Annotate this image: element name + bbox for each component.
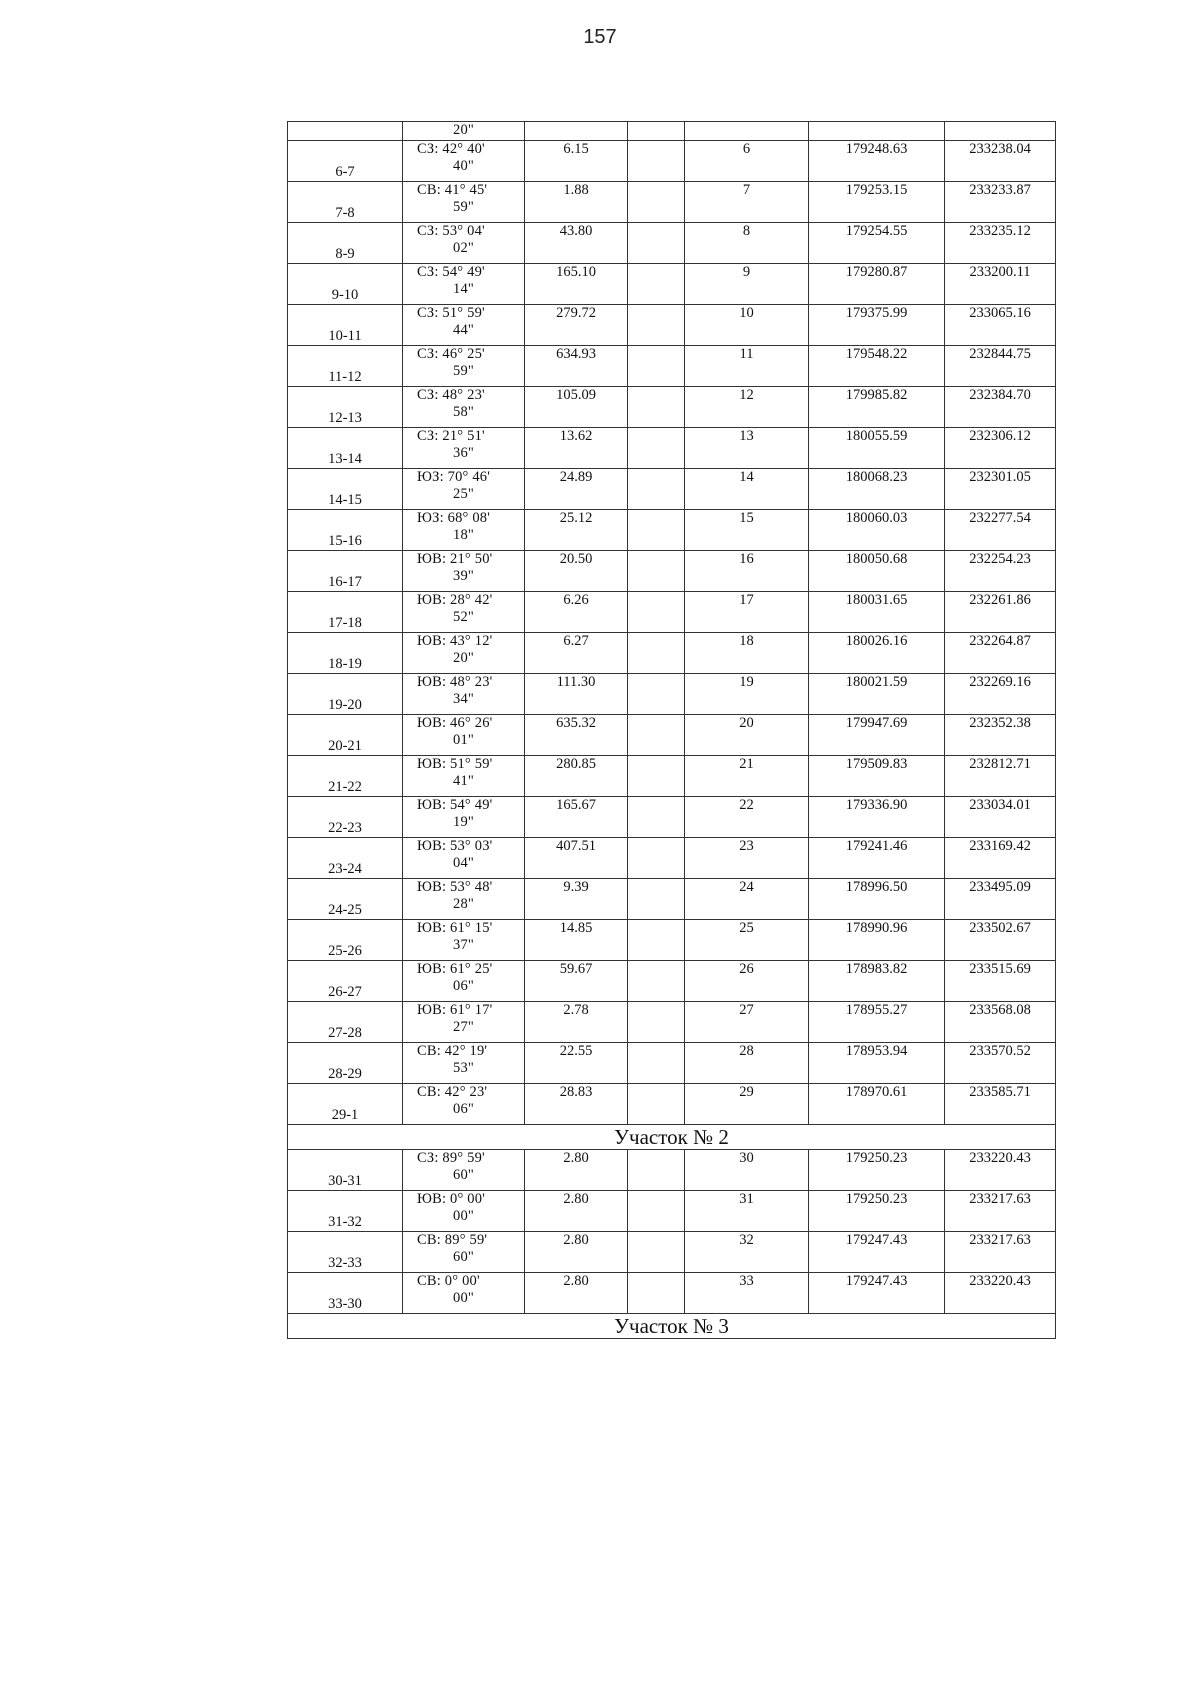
segment-cell: 20-21: [288, 715, 403, 756]
bearing-cell: [403, 141, 525, 182]
x-cell: 179247.43: [809, 1273, 945, 1314]
bearing-degrees: ЮВ: 21° 50': [417, 551, 493, 567]
segment-cell: 32-33: [288, 1232, 403, 1273]
length-cell: 14.85: [525, 920, 628, 961]
bearing-cell: [403, 1084, 525, 1125]
point-cell: 15: [685, 510, 809, 551]
bearing-cell: [403, 264, 525, 305]
bearing-cell: [403, 387, 525, 428]
blank-cell: [628, 879, 685, 920]
bearing-degrees: ЮВ: 53° 03': [417, 838, 493, 854]
bearing-cell: [403, 510, 525, 551]
table-row: [288, 122, 1056, 141]
length-cell: 2.80: [525, 1273, 628, 1314]
blank-cell: [628, 346, 685, 387]
x-cell: [809, 122, 945, 141]
length-cell: 279.72: [525, 305, 628, 346]
bearing-seconds: 20": [453, 122, 475, 138]
bearing-cell: [403, 756, 525, 797]
y-cell: 232844.75: [945, 346, 1056, 387]
bearing-degrees: ЮВ: 46° 26': [417, 715, 493, 731]
blank-cell: [628, 1191, 685, 1232]
length-cell: 20.50: [525, 551, 628, 592]
length-cell: 635.32: [525, 715, 628, 756]
bearing-seconds: 53": [453, 1060, 475, 1076]
table-row: [288, 1150, 1056, 1191]
bearing-seconds: 00": [453, 1290, 475, 1306]
point-cell: 25: [685, 920, 809, 961]
y-cell: 232254.23: [945, 551, 1056, 592]
x-cell: 179241.46: [809, 838, 945, 879]
table-row: [288, 182, 1056, 223]
x-cell: 179250.23: [809, 1191, 945, 1232]
bearing-degrees: ЮВ: 0° 00': [417, 1191, 486, 1207]
table-row: [288, 1002, 1056, 1043]
bearing-cell: [403, 551, 525, 592]
x-cell: 179248.63: [809, 141, 945, 182]
table-row: [288, 633, 1056, 674]
bearing-seconds: 37": [453, 937, 475, 953]
segment-cell: 22-23: [288, 797, 403, 838]
bearing-cell: [403, 428, 525, 469]
y-cell: 232261.86: [945, 592, 1056, 633]
bearing-seconds: 00": [453, 1208, 475, 1224]
point-cell: 11: [685, 346, 809, 387]
table-row: [288, 305, 1056, 346]
segment-cell: [288, 122, 403, 141]
y-cell: 233217.63: [945, 1232, 1056, 1273]
bearing-degrees: ЮВ: 61° 25': [417, 961, 493, 977]
bearing-degrees: ЮВ: 61° 15': [417, 920, 493, 936]
bearing-degrees: СЗ: 89° 59': [417, 1150, 485, 1166]
bearing-cell: [403, 182, 525, 223]
bearing-degrees: СЗ: 51° 59': [417, 305, 485, 321]
x-cell: 178983.82: [809, 961, 945, 1002]
point-cell: 14: [685, 469, 809, 510]
point-cell: 31: [685, 1191, 809, 1232]
y-cell: 232812.71: [945, 756, 1056, 797]
point-cell: 20: [685, 715, 809, 756]
bearing-seconds: 59": [453, 199, 475, 215]
length-cell: 2.80: [525, 1191, 628, 1232]
segment-cell: 6-7: [288, 141, 403, 182]
point-cell: 18: [685, 633, 809, 674]
length-cell: 634.93: [525, 346, 628, 387]
blank-cell: [628, 428, 685, 469]
bearing-degrees: ЮВ: 28° 42': [417, 592, 493, 608]
bearing-seconds: 58": [453, 404, 475, 420]
point-cell: [685, 122, 809, 141]
length-cell: 25.12: [525, 510, 628, 551]
segment-cell: 27-28: [288, 1002, 403, 1043]
segment-cell: 21-22: [288, 756, 403, 797]
bearing-degrees: СВ: 42° 23': [417, 1084, 488, 1100]
blank-cell: [628, 1043, 685, 1084]
bearing-seconds: 60": [453, 1249, 475, 1265]
bearing-degrees: ЮВ: 51° 59': [417, 756, 493, 772]
blank-cell: [628, 797, 685, 838]
y-cell: 233502.67: [945, 920, 1056, 961]
bearing-cell: [403, 223, 525, 264]
y-cell: 233220.43: [945, 1150, 1056, 1191]
bearing-cell: [403, 1232, 525, 1273]
bearing-degrees: СЗ: 54° 49': [417, 264, 485, 280]
segment-cell: 14-15: [288, 469, 403, 510]
x-cell: 178990.96: [809, 920, 945, 961]
y-cell: 233238.04: [945, 141, 1056, 182]
bearing-seconds: 20": [453, 650, 475, 666]
blank-cell: [628, 838, 685, 879]
length-cell: 1.88: [525, 182, 628, 223]
blank-cell: [628, 715, 685, 756]
segment-cell: 28-29: [288, 1043, 403, 1084]
y-cell: 232264.87: [945, 633, 1056, 674]
bearing-seconds: 06": [453, 1101, 475, 1117]
point-cell: 24: [685, 879, 809, 920]
length-cell: 13.62: [525, 428, 628, 469]
point-cell: 32: [685, 1232, 809, 1273]
segment-cell: 9-10: [288, 264, 403, 305]
table-row: [288, 1084, 1056, 1125]
blank-cell: [628, 469, 685, 510]
blank-cell: [628, 1232, 685, 1273]
bearing-degrees: СВ: 0° 00': [417, 1273, 480, 1289]
blank-cell: [628, 756, 685, 797]
bearing-seconds: 04": [453, 855, 475, 871]
y-cell: 233169.42: [945, 838, 1056, 879]
x-cell: 179336.90: [809, 797, 945, 838]
y-cell: [945, 122, 1056, 141]
length-cell: 280.85: [525, 756, 628, 797]
bearing-degrees: ЮВ: 54° 49': [417, 797, 493, 813]
segment-cell: 23-24: [288, 838, 403, 879]
point-cell: 9: [685, 264, 809, 305]
blank-cell: [628, 920, 685, 961]
length-cell: 165.67: [525, 797, 628, 838]
x-cell: 180060.03: [809, 510, 945, 551]
length-cell: 105.09: [525, 387, 628, 428]
length-cell: 2.80: [525, 1150, 628, 1191]
bearing-degrees: СЗ: 42° 40': [417, 141, 485, 157]
bearing-cell: [403, 797, 525, 838]
table-row: [288, 756, 1056, 797]
blank-cell: [628, 510, 685, 551]
bearing-degrees: СЗ: 53° 04': [417, 223, 485, 239]
x-cell: 179985.82: [809, 387, 945, 428]
segment-cell: 29-1: [288, 1084, 403, 1125]
table-row: [288, 838, 1056, 879]
bearing-degrees: ЮВ: 43° 12': [417, 633, 493, 649]
y-cell: 233220.43: [945, 1273, 1056, 1314]
x-cell: 179254.55: [809, 223, 945, 264]
y-cell: 233233.87: [945, 182, 1056, 223]
y-cell: 233568.08: [945, 1002, 1056, 1043]
point-cell: 10: [685, 305, 809, 346]
bearing-cell: [403, 1043, 525, 1084]
table-row: [288, 1191, 1056, 1232]
table-row: [288, 1273, 1056, 1314]
bearing-cell: [403, 346, 525, 387]
x-cell: 179375.99: [809, 305, 945, 346]
length-cell: 165.10: [525, 264, 628, 305]
bearing-seconds: 40": [453, 158, 475, 174]
segment-cell: 10-11: [288, 305, 403, 346]
length-cell: 6.15: [525, 141, 628, 182]
y-cell: 233217.63: [945, 1191, 1056, 1232]
bearing-seconds: 06": [453, 978, 475, 994]
bearing-seconds: 18": [453, 527, 475, 543]
bearing-degrees: ЮЗ: 70° 46': [417, 469, 491, 485]
bearing-cell: [403, 715, 525, 756]
blank-cell: [628, 223, 685, 264]
y-cell: 232301.05: [945, 469, 1056, 510]
length-cell: 24.89: [525, 469, 628, 510]
bearing-cell: [403, 592, 525, 633]
point-cell: 21: [685, 756, 809, 797]
length-cell: 9.39: [525, 879, 628, 920]
bearing-cell: [403, 961, 525, 1002]
blank-cell: [628, 1150, 685, 1191]
point-cell: 30: [685, 1150, 809, 1191]
table-row: [288, 223, 1056, 264]
table-row: [288, 797, 1056, 838]
x-cell: 179548.22: [809, 346, 945, 387]
segment-cell: 13-14: [288, 428, 403, 469]
bearing-degrees: ЮВ: 53° 48': [417, 879, 493, 895]
blank-cell: [628, 141, 685, 182]
blank-cell: [628, 122, 685, 141]
length-cell: 111.30: [525, 674, 628, 715]
x-cell: 179253.15: [809, 182, 945, 223]
blank-cell: [628, 551, 685, 592]
bearing-cell: [403, 469, 525, 510]
point-cell: 23: [685, 838, 809, 879]
x-cell: 180068.23: [809, 469, 945, 510]
table-row: [288, 674, 1056, 715]
y-cell: 233200.11: [945, 264, 1056, 305]
point-cell: 16: [685, 551, 809, 592]
bearing-seconds: 02": [453, 240, 475, 256]
bearing-cell: [403, 1273, 525, 1314]
point-cell: 6: [685, 141, 809, 182]
table-row: [288, 961, 1056, 1002]
point-cell: 7: [685, 182, 809, 223]
x-cell: 180026.16: [809, 633, 945, 674]
x-cell: 180050.68: [809, 551, 945, 592]
y-cell: 232277.54: [945, 510, 1056, 551]
x-cell: 179280.87: [809, 264, 945, 305]
x-cell: 179509.83: [809, 756, 945, 797]
x-cell: 179250.23: [809, 1150, 945, 1191]
segment-cell: 15-16: [288, 510, 403, 551]
point-cell: 26: [685, 961, 809, 1002]
bearing-cell: [403, 122, 525, 141]
blank-cell: [628, 387, 685, 428]
page-number: 157: [583, 26, 617, 48]
blank-cell: [628, 1273, 685, 1314]
table-row: [288, 510, 1056, 551]
bearing-cell: [403, 674, 525, 715]
segment-cell: 19-20: [288, 674, 403, 715]
table-row: [288, 346, 1056, 387]
bearing-degrees: ЮВ: 61° 17': [417, 1002, 493, 1018]
bearing-seconds: 25": [453, 486, 475, 502]
table-row: [288, 879, 1056, 920]
x-cell: 178953.94: [809, 1043, 945, 1084]
segment-cell: 17-18: [288, 592, 403, 633]
segment-cell: 8-9: [288, 223, 403, 264]
bearing-seconds: 52": [453, 609, 475, 625]
table-row: [288, 592, 1056, 633]
bearing-degrees: СЗ: 21° 51': [417, 428, 485, 444]
blank-cell: [628, 592, 685, 633]
bearing-cell: [403, 1002, 525, 1043]
table-row: [288, 551, 1056, 592]
bearing-cell: [403, 920, 525, 961]
segment-cell: 12-13: [288, 387, 403, 428]
y-cell: 232306.12: [945, 428, 1056, 469]
table-row: [288, 469, 1056, 510]
bearing-degrees: СВ: 42° 19': [417, 1043, 488, 1059]
bearing-cell: [403, 633, 525, 674]
point-cell: 13: [685, 428, 809, 469]
y-cell: 232269.16: [945, 674, 1056, 715]
blank-cell: [628, 305, 685, 346]
y-cell: 233495.09: [945, 879, 1056, 920]
segment-cell: 26-27: [288, 961, 403, 1002]
length-cell: 43.80: [525, 223, 628, 264]
section-row-2: [288, 1125, 1056, 1150]
point-cell: 19: [685, 674, 809, 715]
table-row: [288, 1043, 1056, 1084]
blank-cell: [628, 1084, 685, 1125]
segment-cell: 11-12: [288, 346, 403, 387]
length-cell: 2.80: [525, 1232, 628, 1273]
y-cell: 233585.71: [945, 1084, 1056, 1125]
x-cell: 178955.27: [809, 1002, 945, 1043]
table-row: [288, 715, 1056, 756]
segment-cell: 7-8: [288, 182, 403, 223]
segment-cell: 16-17: [288, 551, 403, 592]
table-row: [288, 264, 1056, 305]
segment-cell: 25-26: [288, 920, 403, 961]
length-cell: 2.78: [525, 1002, 628, 1043]
length-cell: [525, 122, 628, 141]
bearing-cell: [403, 1191, 525, 1232]
length-cell: 28.83: [525, 1084, 628, 1125]
point-cell: 8: [685, 223, 809, 264]
x-cell: 180031.65: [809, 592, 945, 633]
x-cell: 178996.50: [809, 879, 945, 920]
blank-cell: [628, 674, 685, 715]
x-cell: 180055.59: [809, 428, 945, 469]
section-title: Участок № 3: [288, 1314, 1056, 1339]
section-row-3: [288, 1314, 1056, 1339]
bearing-degrees: СЗ: 48° 23': [417, 387, 485, 403]
point-cell: 22: [685, 797, 809, 838]
bearing-cell: [403, 838, 525, 879]
segment-cell: 33-30: [288, 1273, 403, 1314]
table-row: [288, 387, 1056, 428]
bearing-seconds: 01": [453, 732, 475, 748]
bearing-cell: [403, 879, 525, 920]
point-cell: 29: [685, 1084, 809, 1125]
bearing-seconds: 60": [453, 1167, 475, 1183]
segment-cell: 31-32: [288, 1191, 403, 1232]
length-cell: 6.26: [525, 592, 628, 633]
y-cell: 233065.16: [945, 305, 1056, 346]
length-cell: 6.27: [525, 633, 628, 674]
x-cell: 178970.61: [809, 1084, 945, 1125]
x-cell: 179947.69: [809, 715, 945, 756]
bearing-degrees: ЮВ: 48° 23': [417, 674, 493, 690]
segment-cell: 18-19: [288, 633, 403, 674]
table-row: [288, 141, 1056, 182]
section-title: Участок № 2: [288, 1125, 1056, 1150]
bearing-degrees: СВ: 41° 45': [417, 182, 488, 198]
y-cell: 233515.69: [945, 961, 1056, 1002]
y-cell: 233570.52: [945, 1043, 1056, 1084]
table-row: [288, 1232, 1056, 1273]
bearing-seconds: 34": [453, 691, 475, 707]
bearing-cell: [403, 1150, 525, 1191]
bearing-cell: [403, 305, 525, 346]
segment-cell: 24-25: [288, 879, 403, 920]
blank-cell: [628, 1002, 685, 1043]
point-cell: 17: [685, 592, 809, 633]
bearing-seconds: 14": [453, 281, 475, 297]
bearing-seconds: 36": [453, 445, 475, 461]
length-cell: 407.51: [525, 838, 628, 879]
length-cell: 22.55: [525, 1043, 628, 1084]
point-cell: 12: [685, 387, 809, 428]
bearing-seconds: 44": [453, 322, 475, 338]
point-cell: 27: [685, 1002, 809, 1043]
bearing-degrees: СВ: 89° 59': [417, 1232, 488, 1248]
y-cell: 233034.01: [945, 797, 1056, 838]
blank-cell: [628, 182, 685, 223]
x-cell: 179247.43: [809, 1232, 945, 1273]
bearing-seconds: 19": [453, 814, 475, 830]
segment-cell: 30-31: [288, 1150, 403, 1191]
bearing-seconds: 28": [453, 896, 475, 912]
coordinates-table: [287, 121, 1056, 1339]
blank-cell: [628, 961, 685, 1002]
y-cell: 233235.12: [945, 223, 1056, 264]
length-cell: 59.67: [525, 961, 628, 1002]
y-cell: 232384.70: [945, 387, 1056, 428]
bearing-degrees: ЮЗ: 68° 08': [417, 510, 491, 526]
blank-cell: [628, 633, 685, 674]
x-cell: 180021.59: [809, 674, 945, 715]
point-cell: 33: [685, 1273, 809, 1314]
bearing-seconds: 41": [453, 773, 475, 789]
bearing-seconds: 39": [453, 568, 475, 584]
y-cell: 232352.38: [945, 715, 1056, 756]
blank-cell: [628, 264, 685, 305]
bearing-degrees: СЗ: 46° 25': [417, 346, 485, 362]
bearing-seconds: 59": [453, 363, 475, 379]
table-row: [288, 428, 1056, 469]
point-cell: 28: [685, 1043, 809, 1084]
table-row: [288, 920, 1056, 961]
bearing-seconds: 27": [453, 1019, 475, 1035]
